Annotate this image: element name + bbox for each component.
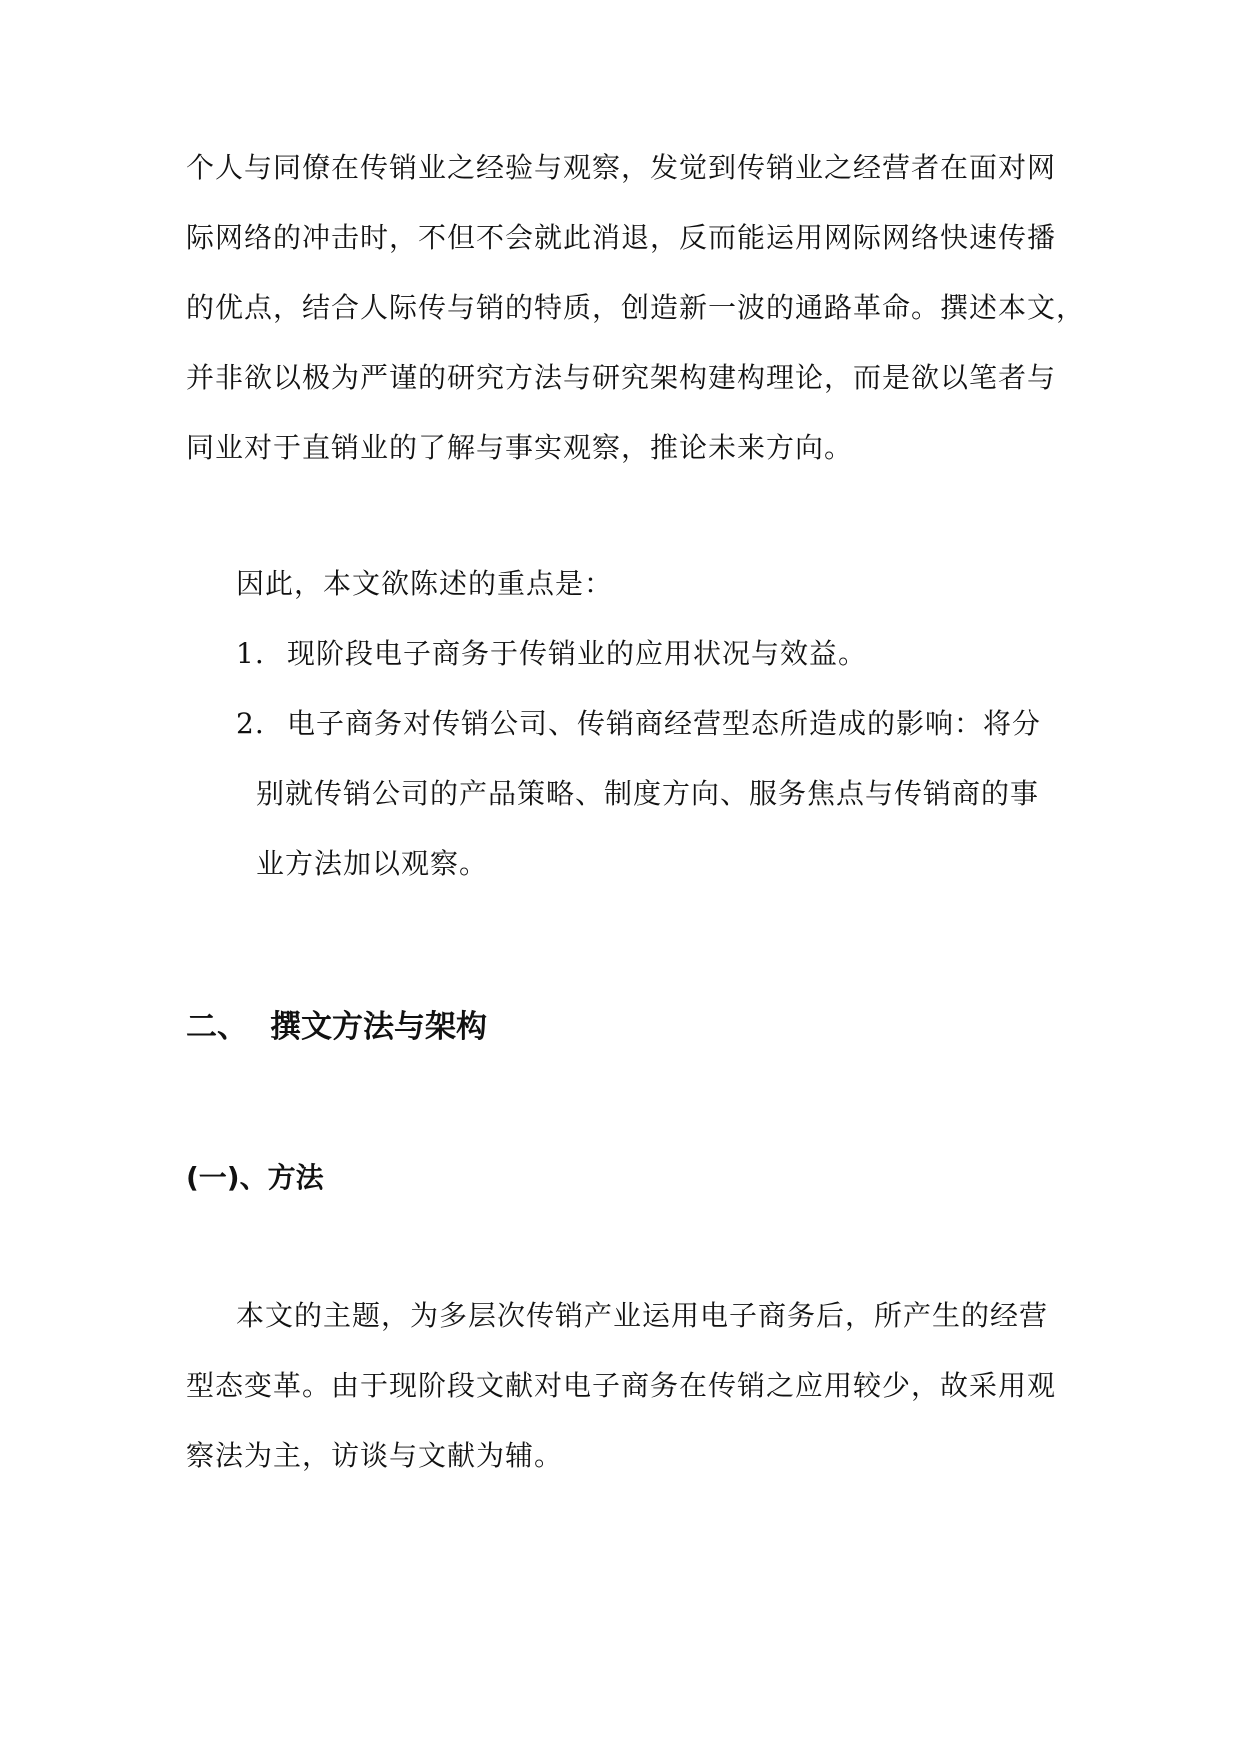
list-item-text: 电子商务对传销公司、传销商经营型态所造成的影响：将分 bbox=[287, 707, 1042, 740]
section-title: 撰文方法与架构 bbox=[270, 1009, 487, 1045]
method-line: 察法为主，访谈与文献为辅。 bbox=[186, 1439, 564, 1472]
section-number: 二、 bbox=[186, 1009, 248, 1045]
list-item-number: 1. bbox=[236, 637, 265, 670]
list-item-text: 现阶段电子商务于传销业的应用状况与效益。 bbox=[287, 637, 868, 670]
method-line: 型态变革。由于现阶段文献对电子商务在传销之应用较少，故采用观 bbox=[186, 1369, 1057, 1402]
intro-line: 际网络的冲击时，不但不会就此消退，反而能运用网际网络快速传播 bbox=[186, 221, 1057, 254]
list-item-text: 别就传销公司的产品策略、制度方向、服务焦点与传销商的事 bbox=[256, 777, 1040, 810]
intro-line: 的优点，结合人际传与销的特质，创造新一波的通路革命。撰述本文， bbox=[186, 291, 1086, 324]
method-line: 本文的主题，为多层次传销产业运用电子商务后，所产生的经营 bbox=[236, 1299, 1049, 1332]
focus-lead: 因此，本文欲陈述的重点是： bbox=[236, 567, 614, 600]
list-item-text: 业方法加以观察。 bbox=[256, 847, 489, 880]
list-item-number: 2. bbox=[236, 707, 265, 740]
intro-line: 同业对于直销业的了解与事实观察，推论未来方向。 bbox=[186, 431, 854, 464]
subsection-title: (一)、方法 bbox=[186, 1161, 324, 1194]
intro-line: 个人与同僚在传销业之经验与观察，发觉到传销业之经营者在面对网 bbox=[186, 151, 1057, 184]
intro-line: 并非欲以极为严谨的研究方法与研究架构建构理论，而是欲以笔者与 bbox=[186, 361, 1057, 394]
